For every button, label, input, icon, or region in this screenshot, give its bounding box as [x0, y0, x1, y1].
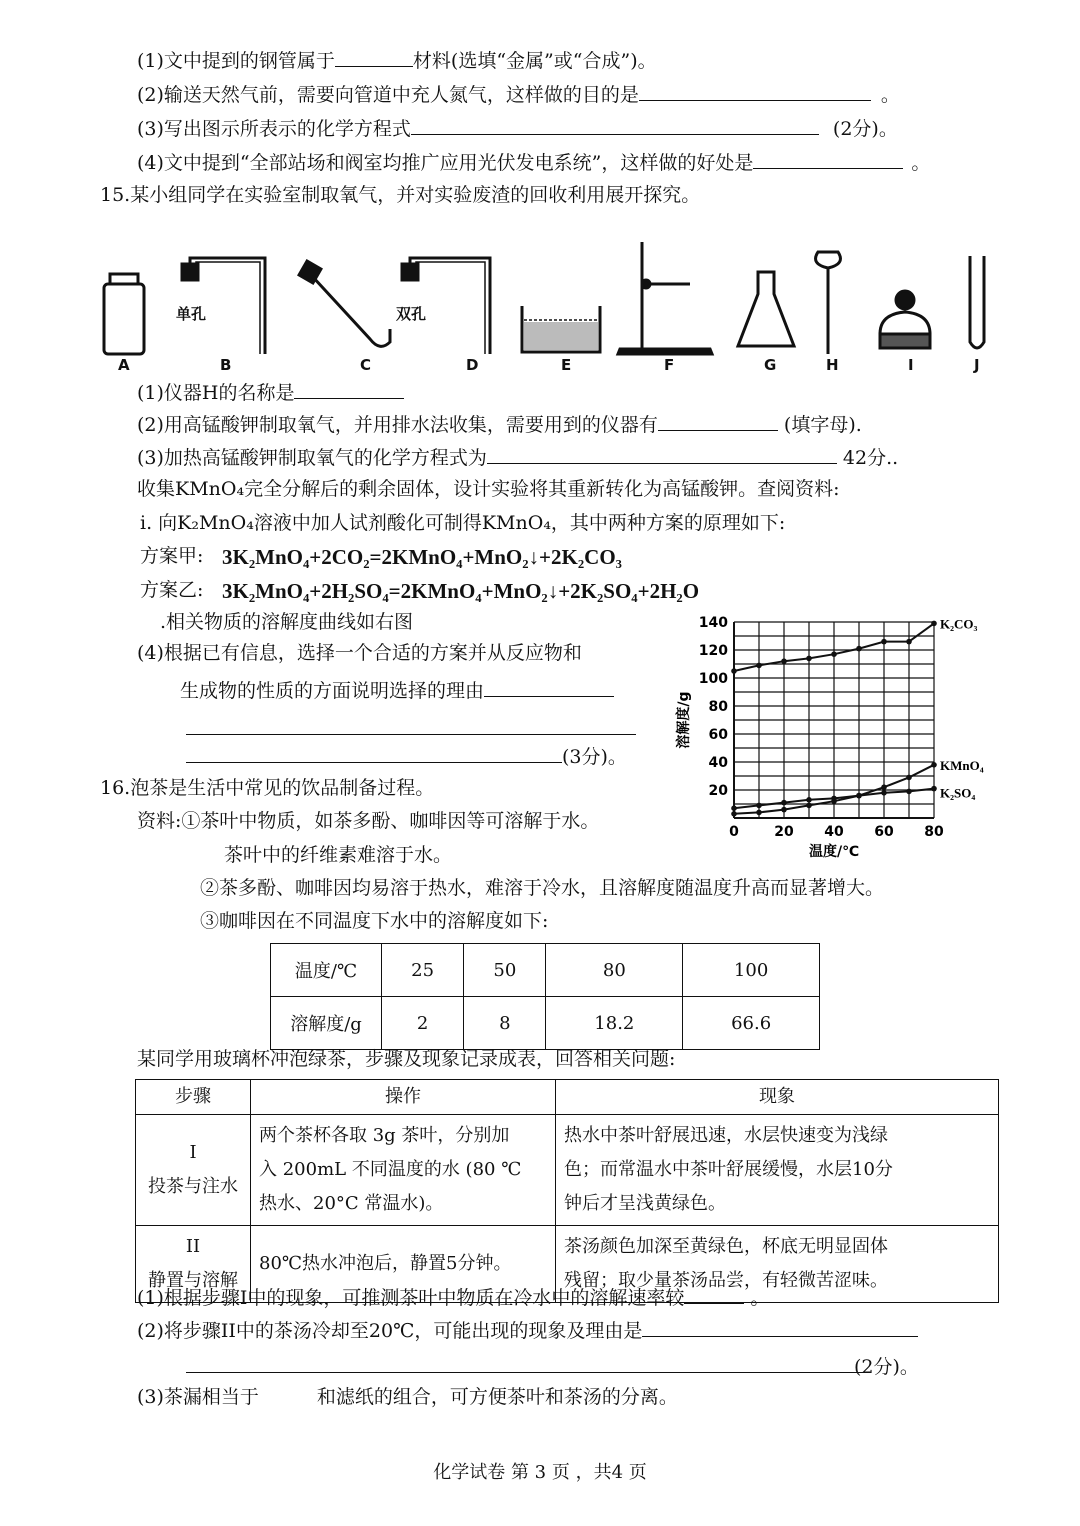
table-row: II 静置与溶解 80℃热水冲泡后，静置5分钟。 茶汤颜色加深至黄绿色，杯底无明显固体 残留；取少量茶汤品尝，有轻微苦涩味。	[136, 1226, 999, 1303]
iron-stand-icon	[618, 242, 712, 354]
q15-item-2: (2)用高锰酸钾制取氧气，并用排水法收集，需要用到的仪器有 (填字母).	[137, 410, 862, 438]
y-tick-label: 80	[708, 699, 728, 715]
q15-collect-text: 收集KMnO₄完全分解后的剩余固体，设计实验将其重新转化为高锰酸钾。查阅资料:	[137, 478, 840, 500]
data-point	[931, 621, 937, 627]
x-tick-label: 20	[774, 824, 794, 840]
answer-blank[interactable]	[753, 148, 903, 169]
q15-info-i: i. 向K₂MnO₄溶液中加人试剂酸化可制得KMnO₄，其中两种方案的原理如下:	[140, 512, 786, 534]
data-point	[731, 811, 737, 817]
y-tick-label: 100	[698, 671, 728, 687]
apparatus-label-e: E	[561, 356, 572, 374]
answer-blank[interactable]	[642, 1316, 918, 1337]
q15-item-4c: (3分)。	[186, 742, 627, 770]
data-point	[856, 793, 862, 799]
answer-blank[interactable]	[186, 714, 636, 735]
x-tick-label: 80	[924, 824, 944, 840]
q16-intro: 某同学用玻璃杯冲泡绿茶，步骤及现象记录成表，回答相关问题:	[137, 1048, 676, 1070]
chart-x-label: 温度/℃	[808, 844, 860, 858]
data-point	[781, 800, 787, 806]
apparatus-label-f: F	[664, 356, 675, 374]
data-point	[931, 762, 937, 768]
q16-item-2: (2)将步骤II中的茶汤冷却至20℃，可能出现的现象及理由是	[137, 1316, 918, 1344]
data-point	[906, 775, 912, 781]
long-neck-funnel-icon	[816, 252, 841, 354]
data-point	[881, 784, 887, 790]
plan-b-equation: 3K₂MnO₄+2H₂SO₄=2KMnO₄+MnO₂↓+2K₂SO₄+2H₂O	[222, 579, 700, 603]
q16-item-3: (3)茶漏相当于 和滤纸的组合，可方便茶叶和茶汤的分离。	[137, 1386, 678, 1408]
page-footer: 化学试卷 第 3 页 ，共4 页	[433, 1462, 647, 1483]
solubility-chart	[672, 608, 1002, 858]
answer-blank[interactable]	[411, 114, 819, 135]
answer-blank[interactable]	[658, 410, 778, 431]
y-tick-label: 60	[708, 727, 728, 743]
data-point	[806, 797, 812, 803]
plan-b-label: 方案乙:	[140, 579, 204, 601]
apparatus-label-b: B	[220, 356, 232, 374]
water-trough-icon	[522, 306, 600, 352]
answer-blank[interactable]	[639, 80, 871, 101]
apparatus-label-j: J	[974, 356, 980, 374]
data-point	[881, 639, 887, 645]
apparatus-label-d: D	[466, 356, 479, 374]
q15-item-1: (1)仪器H的名称是	[137, 378, 404, 406]
caffeine-solubility-table	[270, 943, 820, 1050]
plan-a-label: 方案甲:	[140, 545, 204, 567]
data-point	[781, 807, 787, 813]
conical-flask-icon	[738, 272, 794, 346]
data-point	[881, 790, 887, 796]
q15-title: 15.某小组同学在实验室制取氧气，并对实验废渣的回收利用展开探究。	[100, 184, 701, 206]
table-row: 步骤 操作 现象	[136, 1080, 999, 1115]
x-tick-label: 40	[824, 824, 844, 840]
q16-item-1: (1)根据步骤I中的现象，可推测茶叶中物质在冷水中的溶解速率较 。	[137, 1283, 769, 1311]
answer-blank[interactable]	[487, 443, 837, 464]
x-tick-label: 0	[729, 824, 739, 840]
q15-item-3: (3)加热高锰酸钾制取氧气的化学方程式为 42分..	[137, 443, 898, 471]
q14-item-2: (2)输送天然气前，需要向管道中充人氮气，这样做的目的是 。	[137, 80, 900, 108]
table-row: 溶解度/g 2 8 18.2 66.6	[271, 997, 820, 1050]
y-tick-label: 140	[698, 615, 728, 631]
q16-material-3: ③咖啡因在不同温度下水中的溶解度如下:	[200, 910, 549, 932]
data-point	[756, 663, 762, 669]
x-tick-label: 60	[874, 824, 894, 840]
chart-y-label: 溶解度/g	[676, 691, 692, 749]
y-tick-label: 40	[708, 755, 728, 771]
series-label: K₂CO₃	[940, 616, 978, 632]
bent-tube-icon	[299, 261, 390, 346]
apparatus-label-a: A	[118, 356, 130, 374]
answer-blank[interactable]	[186, 742, 562, 763]
series-label: KMnO₄	[940, 757, 984, 773]
apparatus-figure	[90, 234, 1080, 374]
data-point	[731, 805, 737, 811]
q15-item-4b: 生成物的性质的方面说明选择的理由	[180, 676, 614, 704]
table-row: I 投茶与注水 两个茶杯各取 3g 茶叶，分别加 入 200mL 不同温度的水 (80 ℃ 热水、20°C 常温水)。 热水中茶叶舒展迅速，水层快速变为浅绿 色；而常温水中茶叶舒展缓慢，水层10分 钟后才呈浅黄绿色。	[136, 1115, 999, 1226]
data-point	[831, 796, 837, 802]
plan-a-equation: 3K₂MnO₄+2CO₂=2KMnO₄+MnO₂↓+2K₂CO₃	[222, 545, 622, 569]
q15-info-ii: .相关物质的溶解度曲线如右图	[160, 611, 414, 633]
apparatus-label-i: I	[908, 356, 914, 374]
answer-blank[interactable]	[335, 46, 413, 67]
q14-item-3: (3)写出图示所表示的化学方程式 (2分)。	[137, 114, 898, 142]
answer-blank[interactable]	[684, 1283, 744, 1304]
data-point	[906, 639, 912, 645]
series-label: K₂SO₄	[940, 785, 976, 801]
y-tick-label: 120	[698, 643, 728, 659]
q16-material-1b: 茶叶中的纤维素难溶于水。	[224, 844, 453, 866]
q14-item-1: (1)文中提到的钢管属于 材料(选填“金属”或“合成”)。	[137, 46, 657, 74]
q16-material-2: ②茶多酚、咖啡因均易溶于热水，难溶于冷水，且溶解度随温度升高而显著增大。	[200, 877, 885, 899]
data-point	[731, 668, 737, 674]
data-point	[756, 803, 762, 809]
answer-blank[interactable]	[294, 378, 404, 399]
apparatus-label-h: H	[826, 356, 839, 374]
data-point	[931, 786, 937, 792]
data-point	[906, 789, 912, 795]
tea-steps-table	[135, 1079, 999, 1303]
stopper-label-single: 单孔	[176, 305, 207, 323]
q16-title: 16.泡茶是生活中常见的饮品制备过程。	[100, 777, 435, 799]
table-row: 温度/℃ 25 50 80 100	[271, 944, 820, 997]
q16-material-1: 资料:①茶叶中物质，如茶多酚、咖啡因等可溶解于水。	[137, 810, 600, 832]
data-point	[806, 656, 812, 662]
apparatus-label-g: G	[764, 356, 777, 374]
q14-item-4: (4)文中提到“全部站场和阀室均推广应用光伏发电系统”，这样做的好处是 。	[137, 148, 930, 176]
gas-jar-icon	[104, 274, 144, 354]
data-point	[781, 658, 787, 664]
test-tube-icon	[970, 256, 984, 348]
q15-item-4: (4)根据已有信息，选择一个合适的方案并从反应物和	[137, 642, 582, 664]
chart-series-labels	[940, 616, 984, 800]
stopper-label-double: 双孔	[396, 305, 427, 323]
answer-blank[interactable]	[484, 676, 614, 697]
q16-item-2b: (2分)。	[186, 1352, 919, 1380]
data-point	[806, 803, 812, 809]
alcohol-lamp-icon	[880, 291, 930, 348]
data-point	[831, 651, 837, 657]
data-point	[856, 646, 862, 652]
data-point	[756, 810, 762, 816]
answer-blank[interactable]	[186, 1352, 866, 1373]
apparatus-label-c: C	[360, 356, 372, 374]
y-tick-label: 20	[708, 783, 728, 799]
